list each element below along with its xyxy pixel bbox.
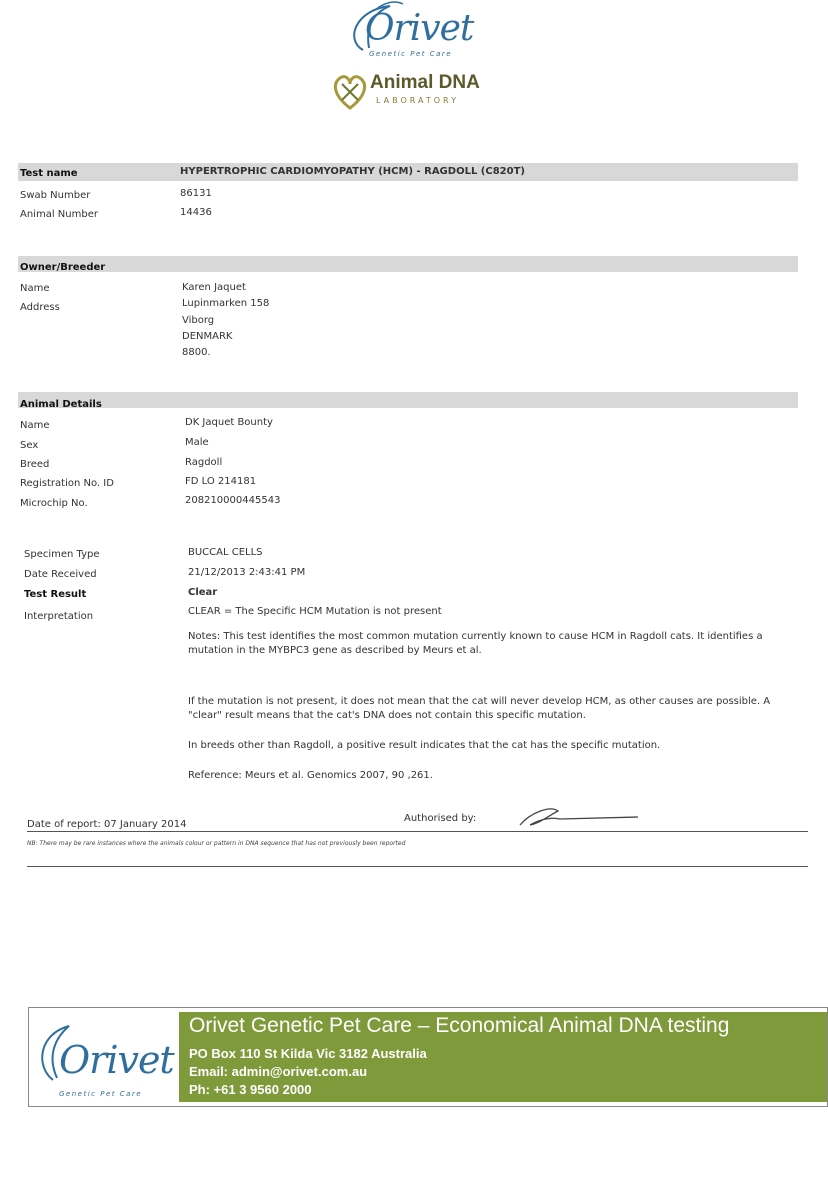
banner-info-panel [179,1012,827,1102]
interpretation-value: CLEAR = The Specific HCM Mutation is not present [188,606,442,617]
banner-address: PO Box 110 St Kilda Vic 3182 Australia [189,1046,427,1061]
animal-field-value: FD LO 214181 [185,476,257,487]
animal-field-label: Name [20,420,50,431]
test-name-value: HYPERTROPHIC CARDIOMYOPATHY (HCM) - RAGDOLL (C820T) [180,166,525,177]
swab-label: Swab Number [20,190,91,201]
animal-field-value: Ragdoll [185,457,223,468]
address-line: DENMARK [182,331,233,342]
animal-dna-logo [330,70,490,112]
notes-paragraph: Notes: This test identifies the most common mutation currently known to cause HCM in Ragdoll cats. It identifies a mutation in the MYBPC3 gene as described by Meurs et al. [188,631,763,656]
disclaimer-paragraph: If the mutation is not present, it does not mean that the cat will never develop HCM, as other causes are possible. A "clear" result means that the cat's DNA does not contain this specific mutation. [188,696,771,721]
other-breeds-paragraph: In breeds other than Ragdoll, a positive result indicates that the cat has the specific mutation. [188,740,661,751]
footer-banner [28,1007,828,1107]
animal-field-label: Sex [20,440,39,451]
orivet-logo [335,0,474,62]
banner-email: Email: admin@orivet.com.au [189,1064,368,1079]
address-line: Lupinmarken 158 [182,298,270,309]
animal-section-title: Animal Details [20,399,102,410]
animal-number-value: 14436 [180,207,212,218]
banner-phone: Ph: +61 3 9560 2000 [189,1082,312,1097]
divider [27,866,808,867]
specimen-value: BUCCAL CELLS [188,547,263,558]
animal-section-bar [18,392,798,408]
date-received-label: Date Received [24,569,97,580]
banner-title: Orivet Genetic Pet Care – Economical Animal DNA testing [189,1014,730,1037]
owner-name-value: Karen Jaquet [182,282,246,293]
signature-icon [510,803,645,831]
date-received-value: 21/12/2013 2:43:41 PM [188,567,306,578]
animal-field-label: Microchip No. [20,498,88,509]
address-label: Address [20,302,60,313]
owner-section-bar [18,256,798,272]
address-line: Viborg [182,315,215,326]
divider [27,831,808,832]
orivet-tagline: Genetic Pet Care [369,50,453,58]
interpretation-label: Interpretation [24,611,94,622]
specimen-label: Specimen Type [24,549,100,560]
test-result-value: Clear [188,587,218,598]
reference-paragraph: Reference: Meurs et al. Genomics 2007, 90 ,261. [188,770,433,781]
orivet-brand: Orivet [365,8,474,49]
animal-field-value: Male [185,437,209,448]
animal-field-value: DK Jaquet Bounty [185,417,273,428]
animal-number-label: Animal Number [20,209,98,220]
test-result-label: Test Result [24,589,87,600]
animal-field-label: Registration No. ID [20,478,114,489]
authorised-by-label: Authorised by: [404,813,477,824]
dna-heart-icon [330,70,370,112]
animal-field-label: Breed [20,459,50,470]
lab-sub: LABORATORY [376,96,459,105]
owner-section-title: Owner/Breeder [20,262,106,273]
lab-name: Animal DNA [370,72,480,93]
test-name-label: Test name [20,168,78,179]
date-of-report: Date of report: 07 January 2014 [27,819,187,830]
nb-disclaimer: NB: There may be rare instances where the animals colour or pattern in DNA sequence that has not previously been reported [27,840,406,847]
address-line: 8800. [182,347,211,358]
banner-tagline: Genetic Pet Care [59,1090,143,1098]
animal-field-value: 208210000445543 [185,495,281,506]
swab-value: 86131 [180,188,212,199]
owner-name-label: Name [20,283,50,294]
banner-brand: Orivet [59,1038,174,1082]
